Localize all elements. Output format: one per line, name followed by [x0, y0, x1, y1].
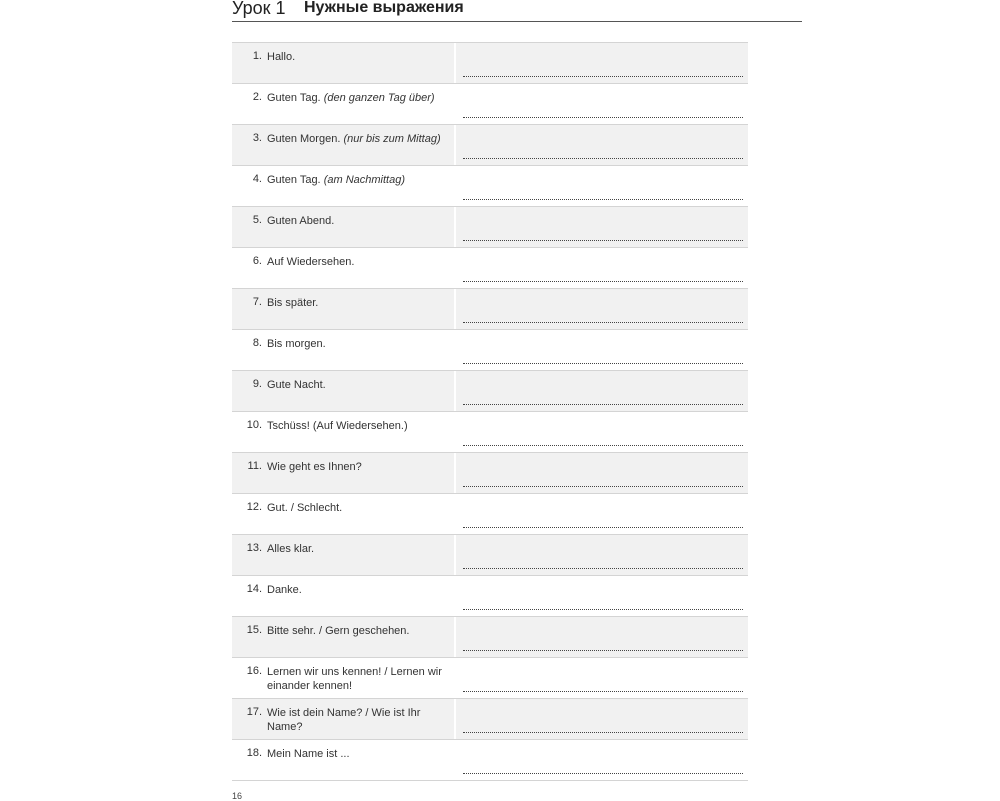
- phrase-main: Danke.: [267, 584, 302, 596]
- translation-answer-field[interactable]: [456, 207, 748, 247]
- translation-answer-field[interactable]: [456, 576, 748, 616]
- phrase-row: [232, 125, 748, 166]
- phrase-text: [267, 173, 451, 187]
- dotted-answer-line: [463, 404, 743, 405]
- phrase-main: Gut. / Schlecht.: [267, 502, 343, 514]
- phrase-main: Alles klar.: [267, 543, 315, 555]
- phrase-row: [232, 289, 748, 330]
- dotted-answer-line: [463, 363, 743, 364]
- phrase-cell: [232, 166, 454, 206]
- dotted-answer-line: [463, 650, 743, 651]
- dotted-answer-line: [463, 445, 743, 446]
- phrase-cell: [232, 330, 454, 370]
- phrase-cell: [232, 494, 454, 534]
- phrase-cell: [232, 248, 454, 288]
- phrase-text: [267, 501, 451, 515]
- translation-answer-field[interactable]: [456, 125, 748, 165]
- page-number: 16: [232, 791, 243, 801]
- phrase-main: Guten Tag.: [267, 92, 321, 104]
- translation-answer-field[interactable]: [456, 166, 748, 206]
- phrase-row: [232, 207, 748, 248]
- phrase-main: Wie ist dein Name? / Wie ist Ihr Name?: [267, 707, 421, 733]
- phrase-text: [267, 296, 451, 310]
- phrase-main: Hallo.: [267, 51, 296, 63]
- translation-answer-field[interactable]: [456, 371, 748, 411]
- phrase-main: Guten Morgen.: [267, 133, 341, 145]
- phrase-main: Bis morgen.: [267, 338, 326, 350]
- translation-answer-field[interactable]: [456, 535, 748, 575]
- row-number: 13.: [246, 542, 262, 554]
- translation-answer-field[interactable]: [456, 412, 748, 452]
- dotted-answer-line: [463, 486, 743, 487]
- phrase-main: Mein Name ist ...: [267, 748, 350, 760]
- phrase-row: [232, 84, 748, 125]
- row-number: 14.: [246, 583, 262, 595]
- row-number: 15.: [246, 624, 262, 636]
- phrase-row: [232, 617, 748, 658]
- phrase-cell: [232, 289, 454, 329]
- row-number: 10.: [246, 419, 262, 431]
- translation-answer-field[interactable]: [456, 248, 748, 288]
- phrase-main: Guten Tag.: [267, 174, 321, 186]
- phrase-row: [232, 43, 748, 84]
- phrase-text: [267, 132, 451, 146]
- page-title: Нужные выражения: [304, 0, 464, 16]
- translation-answer-field[interactable]: [456, 494, 748, 534]
- phrase-text: [267, 337, 451, 351]
- phrase-row: [232, 494, 748, 535]
- translation-answer-field[interactable]: [456, 289, 748, 329]
- row-number: 5.: [252, 214, 262, 226]
- phrase-cell: [232, 412, 454, 452]
- row-number: 9.: [252, 378, 262, 390]
- row-number: 11.: [247, 460, 262, 472]
- translation-answer-field[interactable]: [456, 330, 748, 370]
- phrase-cell: [232, 658, 454, 698]
- row-number: 7.: [252, 296, 262, 308]
- phrase-main: Lernen wir uns kennen! / Lernen wir einander kennen!: [267, 666, 442, 692]
- dotted-answer-line: [463, 76, 743, 77]
- row-number: 6.: [252, 255, 262, 267]
- row-number: 4.: [252, 173, 262, 185]
- phrase-text: [267, 747, 451, 761]
- phrase-text: [267, 378, 451, 392]
- phrase-note: (den ganzen Tag über): [323, 92, 435, 104]
- dotted-answer-line: [463, 527, 743, 528]
- phrase-cell: [232, 617, 454, 657]
- phrase-text: [267, 706, 451, 734]
- dotted-answer-line: [463, 158, 743, 159]
- phrase-row: [232, 453, 748, 494]
- phrase-cell: [232, 43, 454, 83]
- phrase-row: [232, 535, 748, 576]
- phrase-main: Wie geht es Ihnen?: [267, 461, 362, 473]
- dotted-answer-line: [463, 240, 743, 241]
- phrase-main: Auf Wiedersehen.: [267, 256, 355, 268]
- row-number: 8.: [252, 337, 262, 349]
- dotted-answer-line: [463, 281, 743, 282]
- phrase-row: [232, 576, 748, 617]
- phrase-row: [232, 330, 748, 371]
- phrase-cell: [232, 576, 454, 616]
- phrase-row: [232, 699, 748, 740]
- row-number: 2.: [252, 91, 262, 103]
- phrase-row: [232, 740, 748, 781]
- dotted-answer-line: [463, 691, 743, 692]
- phrase-text: [267, 50, 451, 64]
- translation-answer-field[interactable]: [456, 84, 748, 124]
- dotted-answer-line: [463, 732, 743, 733]
- phrase-main: Tschüss! (Auf Wiedersehen.): [267, 420, 408, 432]
- row-number: 18.: [246, 747, 262, 759]
- phrase-text: [267, 214, 451, 228]
- phrase-text: [267, 91, 451, 105]
- phrase-text: [267, 624, 451, 638]
- row-number: 17.: [246, 706, 262, 718]
- dotted-answer-line: [463, 568, 743, 569]
- row-number: 12.: [246, 501, 262, 513]
- phrase-note: (am Nachmittag): [323, 174, 405, 186]
- phrase-row: [232, 166, 748, 207]
- translation-answer-field[interactable]: [456, 43, 748, 83]
- dotted-answer-line: [463, 773, 743, 774]
- dotted-answer-line: [463, 199, 743, 200]
- phrase-row: [232, 371, 748, 412]
- phrase-main: Guten Abend.: [267, 215, 335, 227]
- phrase-row: [232, 248, 748, 289]
- translation-answer-field[interactable]: [456, 699, 748, 739]
- phrase-text: [267, 583, 451, 597]
- phrase-table: [232, 42, 748, 781]
- translation-answer-field[interactable]: [456, 617, 748, 657]
- phrase-main: Bis später.: [267, 297, 319, 309]
- row-number: 16.: [246, 665, 262, 677]
- phrase-cell: [232, 740, 454, 780]
- phrase-text: [267, 460, 451, 474]
- translation-answer-field[interactable]: [456, 453, 748, 493]
- phrase-main: Bitte sehr. / Gern geschehen.: [267, 625, 410, 637]
- phrase-row: [232, 412, 748, 453]
- phrase-text: [267, 542, 451, 556]
- page-header: [232, 0, 802, 22]
- phrase-cell: [232, 207, 454, 247]
- lesson-label: Урок 1: [232, 0, 286, 18]
- translation-answer-field[interactable]: [456, 740, 748, 780]
- translation-answer-field[interactable]: [456, 658, 748, 698]
- phrase-text: [267, 665, 451, 693]
- phrase-cell: [232, 699, 454, 739]
- dotted-answer-line: [463, 609, 743, 610]
- row-number: 3.: [252, 132, 262, 144]
- phrase-cell: [232, 84, 454, 124]
- phrase-text: [267, 255, 451, 269]
- phrase-cell: [232, 371, 454, 411]
- phrase-main: Gute Nacht.: [267, 379, 326, 391]
- phrase-text: [267, 419, 451, 433]
- phrase-cell: [232, 535, 454, 575]
- phrase-note: (nur bis zum Mittag): [343, 133, 441, 145]
- row-number: 1.: [252, 50, 262, 62]
- dotted-answer-line: [463, 117, 743, 118]
- phrase-cell: [232, 453, 454, 493]
- phrase-row: [232, 658, 748, 699]
- phrase-cell: [232, 125, 454, 165]
- dotted-answer-line: [463, 322, 743, 323]
